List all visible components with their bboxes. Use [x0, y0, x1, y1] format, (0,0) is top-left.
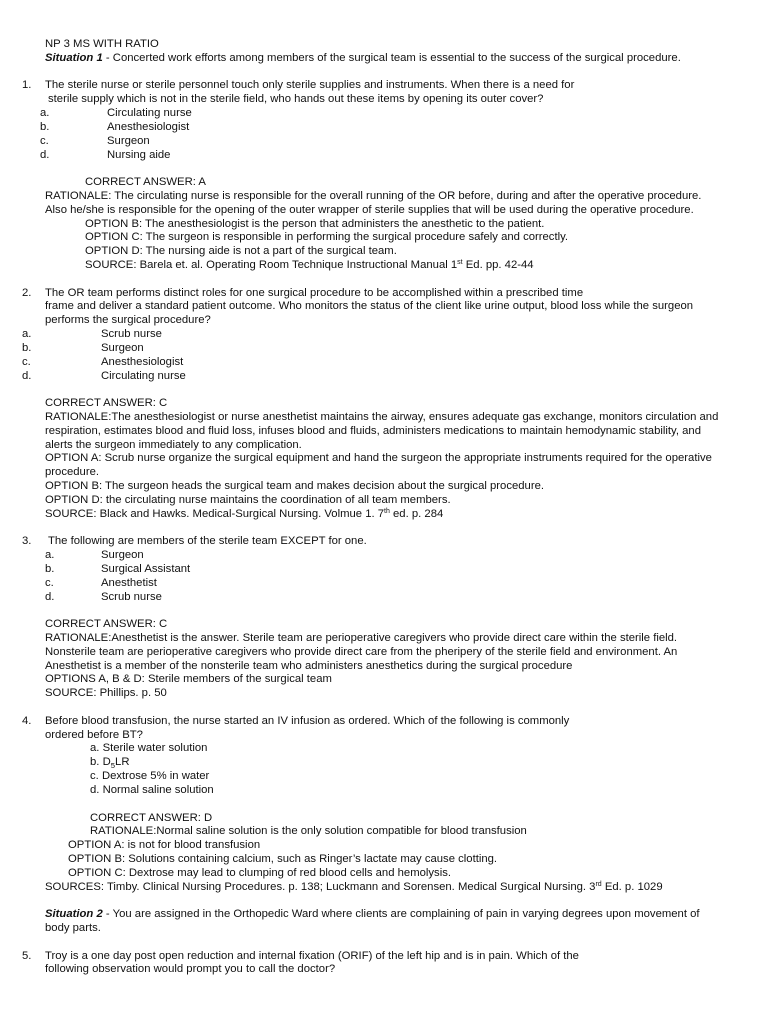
source-text: SOURCES: Timby. Clinical Nursing Procedures. p. 138; Luckmann and Sorensen. Medical Surgical Nursing. 3: [45, 880, 596, 893]
answer-line: [0, 397, 768, 411]
option-letter: a.: [40, 107, 50, 120]
option-text: Circulating nurse: [107, 107, 192, 120]
option-letter: d.: [90, 783, 100, 796]
option-text: Surgical Assistant: [101, 562, 191, 575]
question-stem-line: frame and deliver a standard patient outcome. Who monitors the status of the client like urine output, blood loss while the surgeon: [45, 300, 694, 313]
option-item: [0, 549, 768, 563]
rationale-text: respiration, estimates blood and fluid loss, infuses blood and fluids, administers medications to maintain hemodynamic stability, and: [45, 424, 701, 437]
option-text: Circulating nurse: [101, 369, 186, 382]
rationale-text: RATIONALE:The anesthesiologist or nurse anesthetist maintains the airway, ensures adequate gas exchange, monitors circulation and: [45, 410, 719, 423]
subscript: 5: [110, 760, 116, 770]
question-stem-line: following observation would prompt you to call the doctor?: [45, 963, 336, 976]
option-text: Nursing aide: [107, 148, 171, 161]
option-letter: d.: [22, 369, 32, 382]
option-letter: d.: [45, 590, 55, 603]
rationale-line: [0, 632, 768, 646]
option-note-line: [0, 480, 768, 494]
option-item: [0, 370, 768, 384]
rationale-line: [0, 439, 768, 453]
option-text: Surgeon: [101, 341, 144, 354]
answer-line: [0, 618, 768, 632]
option-note-line: [0, 853, 768, 867]
source-citation: [45, 881, 663, 895]
option-item: [0, 328, 768, 342]
rationale-line: [0, 646, 768, 660]
situation-label: Situation 1: [45, 51, 103, 64]
question-3-line: [0, 535, 768, 549]
question-stem-line: ordered before BT?: [45, 728, 143, 741]
question-1-line: [0, 79, 768, 93]
option-note-line: [0, 231, 768, 245]
option-item: [0, 121, 768, 135]
situation-label: Situation 2: [45, 908, 103, 921]
question-5-line: [0, 963, 768, 977]
question-stem-line: The sterile nurse or sterile personnel touch only sterile supplies and instruments. When there is a need for: [45, 79, 575, 92]
option-text: Sterile water solution: [102, 742, 208, 755]
question-stem-line: The following are members of the sterile team EXCEPT for one.: [48, 535, 367, 548]
option-note: OPTIONS A, B & D: Sterile members of the surgical team: [45, 673, 332, 686]
option-letter: a.: [90, 742, 100, 755]
option-text: Anesthetist: [101, 576, 157, 589]
option-note-line: [0, 218, 768, 232]
question-2-line: [0, 287, 768, 301]
option-letter: c.: [40, 134, 49, 147]
source-citation: SOURCE: Phillips. p. 50: [45, 687, 167, 700]
option-note: OPTION A: is not for blood transfusion: [68, 839, 261, 852]
correct-answer: CORRECT ANSWER: C: [45, 618, 168, 631]
option-note-line: [0, 245, 768, 259]
question-2-line: [0, 300, 768, 314]
blank-line: [0, 162, 768, 176]
answer-line: [0, 812, 768, 826]
option-item: [0, 742, 768, 756]
situation-text: - Concerted work efforts among members of the surgical team is essential to the success of the surgical procedure.: [102, 51, 681, 64]
option-note-line: [0, 466, 768, 480]
situation-1-heading: [45, 52, 681, 66]
ordinal-superscript: rd: [595, 880, 602, 888]
option-entry: [90, 742, 207, 756]
option-note: procedure.: [45, 466, 100, 479]
option-item: [0, 149, 768, 163]
option-note: OPTION B: Solutions containing calcium, such as Ringer’s lactate may cause clotting.: [68, 852, 498, 865]
option-note-line: [0, 452, 768, 466]
option-letter: b.: [90, 756, 100, 769]
document-title: NP 3 MS WITH RATIO: [45, 38, 159, 50]
option-note: OPTION B: The anesthesiologist is the person that administers the anesthetic to the patient.: [85, 217, 545, 230]
source-line: [0, 259, 768, 273]
option-item: [0, 756, 768, 770]
source-line: [0, 881, 768, 895]
option-item: [0, 784, 768, 798]
option-note: OPTION C: The surgeon is responsible in performing the surgical procedure safely and correctly.: [85, 231, 569, 244]
source-tail: Ed. pp. 42-44: [462, 259, 534, 271]
option-text: Scrub nurse: [101, 328, 162, 341]
option-note: OPTION B: The surgeon heads the surgical team and makes decision about the surgical procedure.: [45, 480, 545, 492]
rationale-text: RATIONALE:Normal saline solution is the only solution compatible for blood transfusion: [90, 825, 527, 838]
question-number: 4.: [22, 714, 32, 727]
option-note-line: [0, 839, 768, 853]
option-item: [0, 591, 768, 605]
option-item: [0, 342, 768, 356]
source-line: [0, 687, 768, 701]
rationale-text: alerts the surgeon immediately to any complication.: [45, 438, 302, 451]
rationale-line: [0, 825, 768, 839]
option-letter: a.: [22, 328, 32, 341]
option-letter: d.: [40, 148, 50, 161]
situation-2-line: [0, 922, 768, 936]
option-text: Dextrose 5% in water: [101, 770, 210, 783]
option-text: Anesthesiologist: [101, 355, 184, 368]
option-entry: [90, 756, 129, 770]
question-stem-line: Troy is a one day post open reduction and internal fixation (ORIF) of the left hip and is in pain. Which of the: [45, 949, 579, 962]
option-note: OPTION A: Scrub nurse organize the surgical equipment and hand the surgeon the appropriate instruments required for the operative: [45, 452, 712, 465]
option-text: Scrub nurse: [101, 590, 162, 603]
option-text-tail: LR: [115, 756, 130, 769]
correct-answer: CORRECT ANSWER: C: [45, 397, 168, 410]
rationale-text: Also he/she is responsible for the opening of the outer wrapper of sterile supplies that will be used during the operative procedure.: [45, 203, 694, 216]
rationale-line: [0, 411, 768, 425]
option-note-line: [0, 494, 768, 508]
question-stem-line: The OR team performs distinct roles for one surgical procedure to be accomplished within a prescribed time: [45, 286, 584, 299]
option-letter: b.: [22, 341, 32, 354]
blank-line: [0, 604, 768, 618]
option-letter: c.: [45, 576, 54, 589]
rationale-line: [0, 425, 768, 439]
option-letter: a.: [45, 549, 55, 562]
question-stem-line: sterile supply which is not in the sterile field, who hands out these items by opening its outer cover?: [48, 93, 544, 106]
source-text: SOURCE: Black and Hawks. Medical-Surgical Nursing. Volmue 1. 7: [45, 507, 385, 520]
option-item: [0, 770, 768, 784]
option-item: [0, 563, 768, 577]
option-item: [0, 107, 768, 121]
rationale-line: [0, 190, 768, 204]
option-letter: c.: [22, 355, 31, 368]
option-entry: [90, 784, 214, 798]
blank-line: [0, 701, 768, 715]
situation-text: - You are assigned in the Orthopedic Ward where clients are complaining of pain in varying degrees upon movement of: [102, 908, 700, 921]
source-text: SOURCE: Barela et. al. Operating Room Technique Instructional Manual 1: [85, 259, 458, 271]
blank-line: [0, 798, 768, 812]
source-tail: Ed. p. 1029: [601, 880, 663, 893]
option-text: Surgeon: [101, 549, 144, 562]
question-2-line: [0, 314, 768, 328]
option-item: [0, 577, 768, 591]
rationale-text: RATIONALE: The circulating nurse is responsible for the overall running of the OR before, during and after the operative procedure.: [45, 189, 702, 202]
question-number: 3.: [22, 535, 32, 548]
option-letter: b.: [40, 120, 50, 133]
ordinal-superscript: st: [457, 259, 463, 267]
source-line: [0, 508, 768, 522]
question-stem-line: performs the surgical procedure?: [45, 314, 211, 327]
blank-line: [0, 936, 768, 950]
correct-answer: CORRECT ANSWER: D: [90, 811, 213, 824]
question-4-line: [0, 715, 768, 729]
source-citation: [45, 508, 443, 522]
question-number: 1.: [22, 79, 32, 92]
option-text: Anesthesiologist: [107, 120, 190, 133]
blank-line: [0, 66, 768, 80]
question-stem-line: Before blood transfusion, the nurse started an IV infusion as ordered. Which of the following is commonly: [45, 714, 570, 727]
option-note: OPTION D: The nursing aide is not a part of the surgical team.: [85, 245, 397, 258]
correct-answer: CORRECT ANSWER: A: [85, 176, 206, 189]
blank-line: [0, 894, 768, 908]
rationale-line: [0, 204, 768, 218]
source-citation: [85, 259, 534, 273]
option-item: [0, 135, 768, 149]
blank-line: [0, 521, 768, 535]
blank-line: [0, 273, 768, 287]
situation-1-line: [0, 52, 768, 66]
situation-text-continuation: body parts.: [45, 922, 101, 934]
question-number: 5.: [22, 949, 32, 962]
option-text: Surgeon: [107, 134, 150, 147]
option-item: [0, 356, 768, 370]
option-note: OPTION D: the circulating nurse maintains the coordination of all team members.: [45, 493, 451, 506]
blank-line: [0, 383, 768, 397]
rationale-text: Anesthetist is a member of the nonsterile team who administers anesthetics during the surgical procedure: [45, 659, 573, 672]
rationale-text: Nonsterile team are perioperative caregivers who provide direct care from the pheripery of the sterile field and environment. An: [45, 645, 678, 658]
option-text: Normal saline solution: [102, 783, 214, 796]
question-5-line: [0, 950, 768, 964]
option-note: OPTION C: Dextrose may lead to clumping of red blood cells and hemolysis.: [68, 866, 452, 879]
question-1-line: [0, 93, 768, 107]
situation-2-line: [0, 908, 768, 922]
question-4-line: [0, 729, 768, 743]
source-tail: ed. p. 284: [389, 507, 444, 520]
answer-line: [0, 176, 768, 190]
question-number: 2.: [22, 286, 32, 299]
title-line: [0, 38, 768, 52]
option-note-line: [0, 673, 768, 687]
option-letter: c.: [90, 770, 99, 783]
option-letter: b.: [45, 562, 55, 575]
situation-2-heading: [45, 908, 700, 922]
option-note-line: [0, 867, 768, 881]
ordinal-superscript: th: [384, 507, 390, 515]
option-text: D: [102, 756, 111, 769]
rationale-text: RATIONALE:Anesthetist is the answer. Sterile team are perioperative caregivers who provide direct care within the sterile field.: [45, 631, 678, 644]
option-entry: [90, 770, 209, 784]
rationale-line: [0, 660, 768, 674]
